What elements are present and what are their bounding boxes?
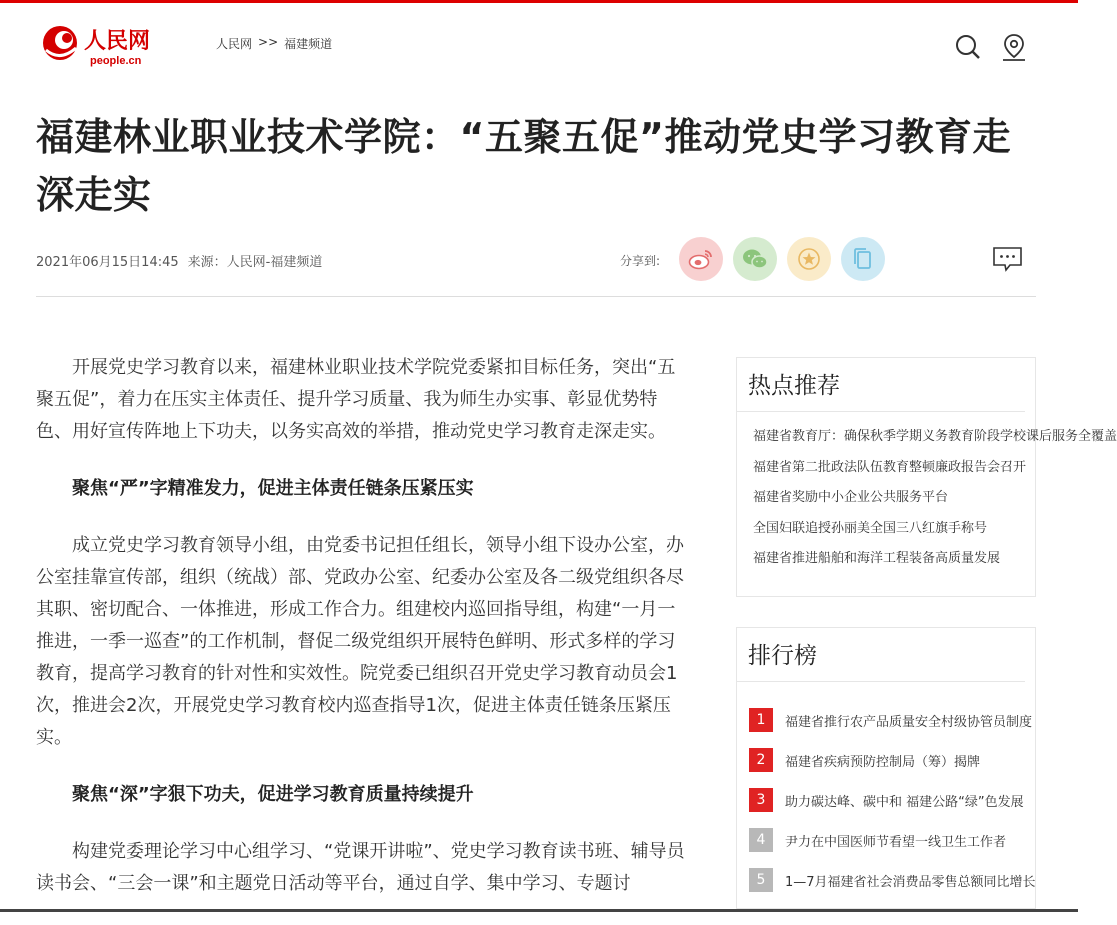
rank-number: 2 bbox=[749, 748, 773, 772]
share-copy-button[interactable] bbox=[841, 237, 885, 281]
rank-title: 福建省推行农产品质量安全村级协管员制度 bbox=[785, 714, 1033, 730]
wechat-icon bbox=[741, 247, 769, 271]
article-title: 福建林业职业技术学院：“五聚五促”推动党史学习教育走深走实 bbox=[36, 115, 1011, 217]
svg-text:people.cn: people.cn bbox=[90, 55, 142, 67]
article-body bbox=[36, 352, 688, 925]
article-source: 来源：人民网-福建频道 bbox=[187, 255, 323, 270]
rank-title: 助力碳达峰、碳中和 福建公路“绿”色发展 bbox=[785, 794, 1024, 810]
breadcrumb bbox=[216, 35, 332, 52]
rank-title: 1—7月福建省社会消费品零售总额同比增长 bbox=[785, 874, 1036, 890]
copy-icon bbox=[852, 247, 874, 271]
comment-icon[interactable] bbox=[992, 246, 1023, 272]
ranking-panel bbox=[736, 627, 1036, 909]
article-meta bbox=[36, 251, 322, 270]
article-subheading: 聚焦“深”字狠下功夫，促进学习教育质量持续提升 bbox=[72, 784, 474, 805]
share-weibo-button[interactable] bbox=[679, 237, 723, 281]
location-icon[interactable] bbox=[999, 32, 1029, 62]
hot-item[interactable]: 全国妇联追授孙丽美全国三八红旗手称号 bbox=[753, 520, 988, 536]
hot-list bbox=[737, 412, 1117, 575]
breadcrumb-home-link[interactable]: 人民网 bbox=[216, 37, 253, 51]
hot-panel-title: 热点推荐 bbox=[737, 358, 1025, 412]
people-cn-logo[interactable] bbox=[40, 22, 160, 68]
ranking-item[interactable] bbox=[749, 860, 1036, 900]
search-icon[interactable] bbox=[953, 32, 983, 62]
ranking-item[interactable] bbox=[749, 820, 1023, 860]
rank-number: 1 bbox=[749, 708, 773, 732]
top-accent-bar bbox=[0, 0, 1078, 3]
article-date: 2021年06月15日14:45 bbox=[36, 255, 179, 270]
svg-text:人民网: 人民网 bbox=[84, 28, 151, 54]
rank-number: 4 bbox=[749, 828, 773, 852]
article-subheading: 聚焦“严”字精准发力，促进主体责任链条压紧压实 bbox=[72, 478, 474, 499]
ranking-item[interactable] bbox=[749, 740, 1023, 780]
rank-title: 尹力在中国医师节看望一线卫生工作者 bbox=[785, 834, 1007, 850]
star-icon bbox=[797, 247, 821, 271]
hot-item[interactable]: 福建省第二批政法队伍教育整顿廉政报告会召开 bbox=[753, 459, 1027, 475]
ranking-panel-title: 排行榜 bbox=[737, 628, 1025, 682]
weibo-icon bbox=[688, 248, 714, 270]
ranking-item[interactable] bbox=[749, 700, 1033, 740]
page-bottom-border bbox=[0, 909, 1078, 912]
share-favorite-button[interactable] bbox=[787, 237, 831, 281]
ranking-list bbox=[737, 682, 1035, 900]
rank-title: 福建省疾病预防控制局（筹）揭牌 bbox=[785, 754, 981, 770]
ranking-item[interactable] bbox=[749, 780, 1023, 820]
rank-number: 3 bbox=[749, 788, 773, 812]
hot-recommend-panel bbox=[736, 357, 1117, 597]
hot-item[interactable]: 福建省奖励中小企业公共服务平台 bbox=[753, 490, 949, 505]
meta-divider bbox=[36, 296, 1036, 297]
article-paragraph: 成立党史学习教育领导小组，由党委书记担任组长，领导小组下设办公室，办公室挂靠宣传部，组织（统战）部、党政办公室、纪委办公室及各二级党组织各尽其职、密切配合、一体推进，形成工作合力。组建校内巡回指导组，构建“一月一推进，一季一巡查”的工作机制，督促二级党组织开展特色鲜明、形式多样的学习教育，提高学习教育的针对性和实效性。院党委已组织召开党史学习教育动员会1次，推进会2次，开展党史学习教育校内巡查指导1次，促进主体责任链条压紧压实。 bbox=[36, 535, 684, 748]
breadcrumb-separator: >> bbox=[258, 35, 279, 49]
rank-number: 5 bbox=[749, 868, 773, 892]
hot-item[interactable]: 福建省教育厅：确保秋季学期义务教育阶段学校课后服务全覆盖 bbox=[753, 429, 1117, 444]
article-paragraph: 开展党史学习教育以来，福建林业职业技术学院党委紧扣目标任务，突出“五聚五促”，着力在压实主体责任、提升学习质量、我为师生办实事、彰显优势特色、用好宣传阵地上下功夫，以务实高效的举措，推动党史学习教育走深走实。 bbox=[36, 357, 676, 442]
article-paragraph: 构建党委理论学习中心组学习、“党课开讲啦”、党史学习教育读书班、辅导员读书会、“三会一课”和主题党日活动等平台，通过自学、集中学习、专题讨 bbox=[36, 841, 685, 894]
share-wechat-button[interactable] bbox=[733, 237, 777, 281]
breadcrumb-channel-link[interactable]: 福建频道 bbox=[284, 37, 333, 51]
share-label: 分享到: bbox=[620, 254, 661, 268]
hot-item[interactable]: 福建省推进船舶和海洋工程装备高质量发展 bbox=[753, 551, 1001, 566]
